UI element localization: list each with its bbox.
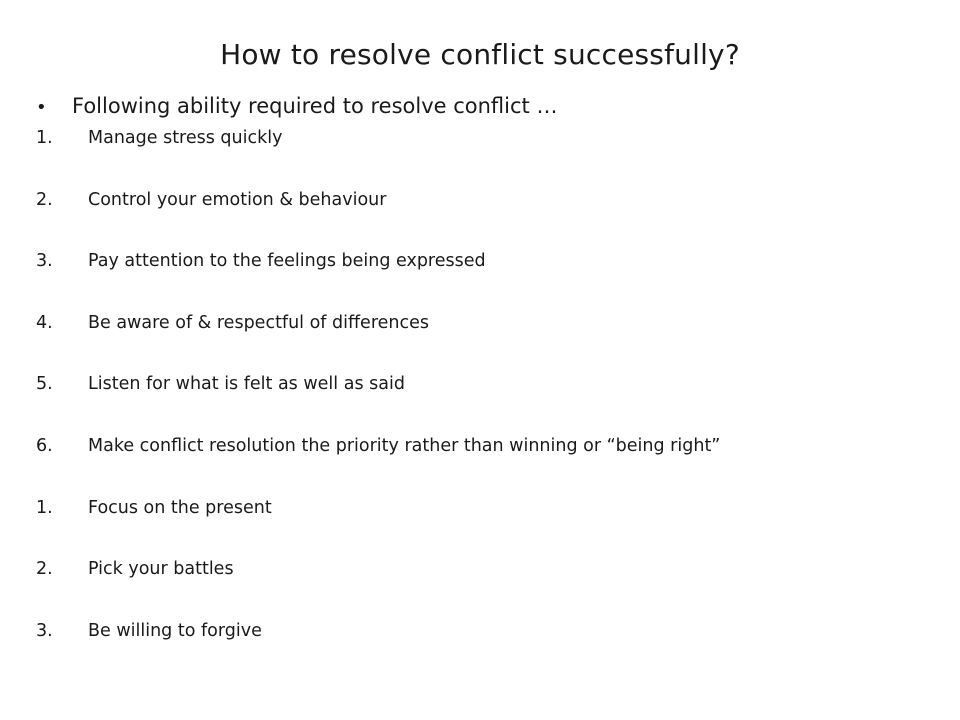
list-item-number: 2. — [36, 189, 53, 210]
numbered-list — [36, 126, 720, 680]
list-item — [36, 496, 720, 558]
list-item-text: Make conflict resolution the priority rather than winning or “being right” — [88, 435, 721, 456]
list-item — [36, 557, 720, 619]
list-item — [36, 311, 720, 373]
list-item-text: Manage stress quickly — [88, 128, 283, 148]
list-item-text: Be aware of & respectful of differences — [88, 312, 430, 333]
intro-bullet-text: Following ability required to resolve conflict … — [72, 94, 558, 118]
list-item-text: Focus on the present — [88, 497, 272, 518]
list-item-text: Pick your battles — [88, 559, 234, 580]
list-item-text: Control your emotion & behaviour — [88, 189, 387, 210]
list-item-number: 1. — [36, 497, 53, 518]
list-item-number: 6. — [36, 435, 53, 456]
list-item — [36, 188, 720, 250]
list-item-number: 4. — [36, 312, 53, 333]
list-item-text: Listen for what is felt as well as said — [88, 374, 405, 395]
slide-title: How to resolve conflict successfully? — [220, 38, 740, 71]
list-item-text: Be willing to forgive — [88, 620, 262, 641]
list-item — [36, 372, 720, 434]
list-item-text: Pay attention to the feelings being expressed — [88, 251, 486, 272]
list-item-number: 2. — [36, 559, 53, 580]
list-item-number: 3. — [36, 251, 53, 272]
list-item — [36, 434, 720, 496]
list-item — [36, 126, 720, 188]
list-item-number: 3. — [36, 620, 53, 641]
list-item-number: 1. — [36, 128, 53, 148]
list-item — [36, 619, 720, 681]
list-item — [36, 249, 720, 311]
intro-bullet — [36, 94, 557, 118]
list-item-number: 5. — [36, 374, 53, 395]
bullet-dot-icon: • — [36, 97, 47, 118]
